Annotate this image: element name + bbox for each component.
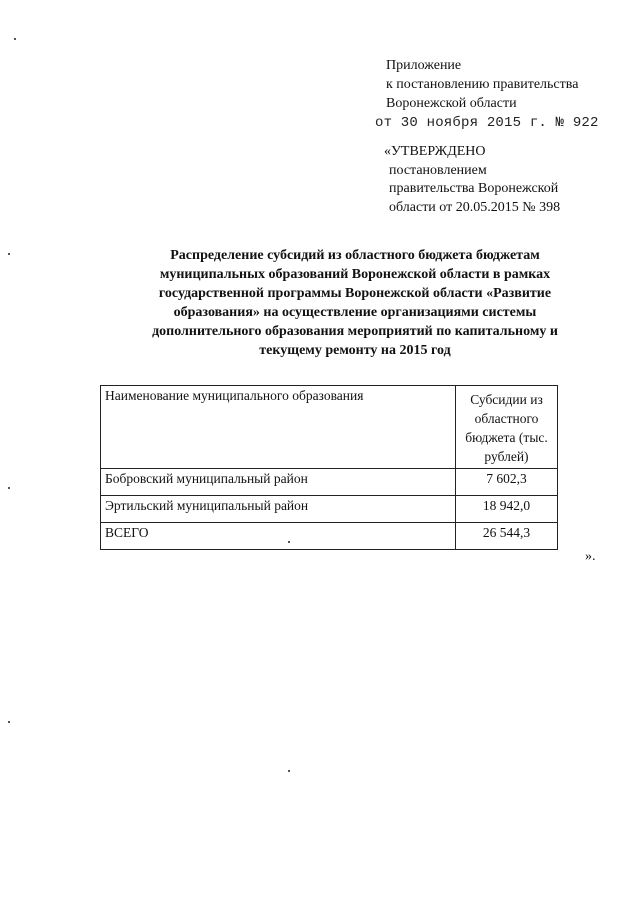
table-row <box>101 496 558 523</box>
table-row-total <box>101 523 558 550</box>
row-value-cell: 18 942,0 <box>456 496 558 523</box>
scan-speck <box>288 770 290 772</box>
scan-speck <box>8 253 10 255</box>
scan-speck <box>288 541 290 543</box>
total-name-cell: ВСЕГО <box>101 523 456 550</box>
scan-speck <box>14 38 16 40</box>
appendix-line-1: Приложение <box>386 58 462 73</box>
document-title: Распределение субсидий из областного бюджета бюджетам муниципальных образований Воронежской области в рамках государственной программы Воронежской области «Развитие образования» на осуществление организациями системы дополнительного образования мероприятий по капитальному и текущему ремонту на 2015 год <box>152 248 558 358</box>
approved-line-3: правительства Воронежской <box>389 181 559 196</box>
row-name-cell: Эртильский муниципальный район <box>101 496 456 523</box>
header-name-cell: Наименование муниципального образования <box>101 386 456 469</box>
total-value-cell: 26 544,3 <box>456 523 558 550</box>
approved-block <box>384 143 560 217</box>
scan-speck <box>8 721 10 723</box>
scan-speck <box>8 487 10 489</box>
approved-line-1: «УТВЕРЖДЕНО <box>384 144 486 159</box>
table-row <box>101 469 558 496</box>
appendix-line-3: Воронежской области <box>386 96 517 111</box>
approved-line-4: области от 20.05.2015 № 398 <box>389 199 561 215</box>
appendix-line-2: к постановлению правительства <box>386 77 579 92</box>
decree-date-stamp: от 30 ноября 2015 г. № 922 <box>375 115 599 131</box>
approved-line-2: постановлением <box>389 162 487 178</box>
subsidy-table <box>100 385 558 550</box>
header-value-cell: Субсидии из областного бюджета (тыс. рублей) <box>456 386 558 469</box>
appendix-block <box>386 56 578 113</box>
closing-quote: ». <box>585 549 596 564</box>
table-header-row <box>101 386 558 469</box>
row-value-cell: 7 602,3 <box>456 469 558 496</box>
row-name-cell: Бобровский муниципальный район <box>101 469 456 496</box>
